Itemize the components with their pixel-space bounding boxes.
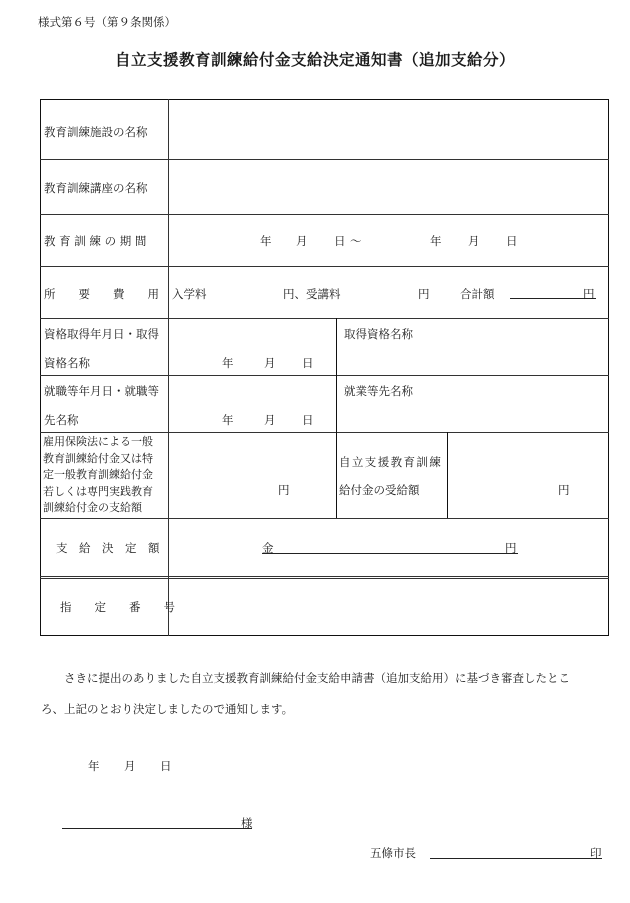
insurance-label-line: 教育訓練給付金又は特 — [43, 451, 153, 465]
benefit-label-part: 自立支援教育訓 — [339, 455, 430, 469]
qualification-label-line1: 資格取得年月日・取得 — [44, 327, 159, 341]
employment-month: 月 — [264, 413, 276, 427]
insurance-label-line: 定一般教育訓練給付金 — [43, 468, 153, 481]
seal-mark: 印 — [590, 846, 602, 860]
period-end-day: 日 — [506, 234, 518, 248]
facility-name-label: 教育訓練施設の名称 — [44, 125, 148, 139]
period-end-year: 年 — [430, 234, 442, 248]
period-tilde: 〜 — [350, 234, 362, 248]
column-divider — [336, 318, 337, 518]
row-divider — [40, 518, 609, 519]
row-divider — [40, 266, 609, 267]
form-number: 様式第６号（第９条関係） — [38, 15, 176, 29]
employment-label-line1: 就職等年月日・就職等 — [44, 384, 159, 398]
qualification-label-line2: 資格名称 — [44, 356, 90, 370]
employment-year: 年 — [222, 413, 234, 427]
period-start-day: 日 — [334, 234, 346, 248]
qualification-year: 年 — [222, 356, 234, 370]
row-divider — [40, 159, 609, 160]
row-divider — [40, 214, 609, 215]
insurance-label-line: 若しくは専門実践教育 — [43, 484, 153, 498]
employment-day: 日 — [302, 413, 314, 427]
training-period-label: 教 育 訓 練 の 期 間 — [44, 234, 147, 248]
row-divider — [40, 578, 609, 579]
qualification-month: 月 — [264, 356, 276, 370]
row-divider — [40, 576, 609, 577]
period-end-month: 月 — [468, 234, 480, 248]
course-name-label: 教育訓練講座の名称 — [44, 181, 148, 195]
insurance-label-line: 雇用保険法による一般 — [43, 435, 153, 448]
row-divider — [40, 432, 609, 433]
entrance-fee-label: 入学料 — [172, 287, 207, 301]
decision-amount-label: 支 給 決 定 額 — [56, 541, 160, 555]
benefit-label-line1 — [339, 454, 442, 470]
period-start-month: 月 — [296, 234, 308, 248]
decision-underline — [262, 553, 518, 554]
facility-name-field[interactable] — [172, 104, 604, 156]
course-name-field[interactable] — [172, 163, 604, 211]
total-yen: 円 — [583, 287, 595, 301]
period-start-year: 年 — [260, 234, 272, 248]
column-divider — [447, 432, 448, 518]
date-day: 日 — [160, 759, 172, 773]
notice-line2: ろ、上記のとおり決定しましたので通知します。 — [41, 702, 294, 716]
designation-number-label: 指 定 番 号 — [60, 600, 175, 614]
employer-name-label: 就業等先名称 — [344, 384, 413, 398]
decision-kin: 金 — [262, 541, 274, 555]
date-month: 月 — [124, 759, 136, 773]
insurance-yen: 円 — [278, 483, 290, 497]
document-title: 自立支援教育訓練給付金支給決定通知書（追加支給分） — [114, 50, 515, 69]
decision-yen: 円 — [505, 541, 517, 555]
benefit-yen: 円 — [558, 483, 570, 497]
row-divider — [40, 318, 609, 319]
benefit-label-part: 練 — [429, 455, 443, 469]
row-divider — [40, 375, 609, 376]
qualification-day: 日 — [302, 356, 314, 370]
insurance-benefit-label — [43, 434, 153, 517]
tuition-label: 円、受講料 — [283, 287, 341, 301]
date-year: 年 — [88, 759, 100, 773]
issuer-name: 五條市長 — [370, 846, 416, 860]
addressee-suffix: 様 — [241, 816, 253, 830]
tuition-yen: 円 — [418, 287, 430, 301]
designation-number-field[interactable] — [172, 583, 604, 633]
issuer-underline — [430, 858, 602, 859]
acquired-qualification-label: 取得資格名称 — [344, 327, 413, 341]
insurance-label-line: 訓練給付金の支給額 — [43, 501, 142, 514]
benefit-label-line2: 給付金の受給額 — [339, 483, 420, 497]
employment-label-line2: 先名称 — [44, 413, 79, 427]
column-divider — [168, 99, 169, 636]
notice-line1: さきに提出のありました自立支援教育訓練給付金支給申請書（追加支給用）に基づき審査したとこ — [64, 671, 570, 685]
addressee-underline — [62, 828, 252, 829]
notice-text — [41, 663, 607, 725]
total-label: 合計額 — [460, 287, 495, 301]
required-cost-label: 所 要 費 用 — [44, 287, 159, 301]
